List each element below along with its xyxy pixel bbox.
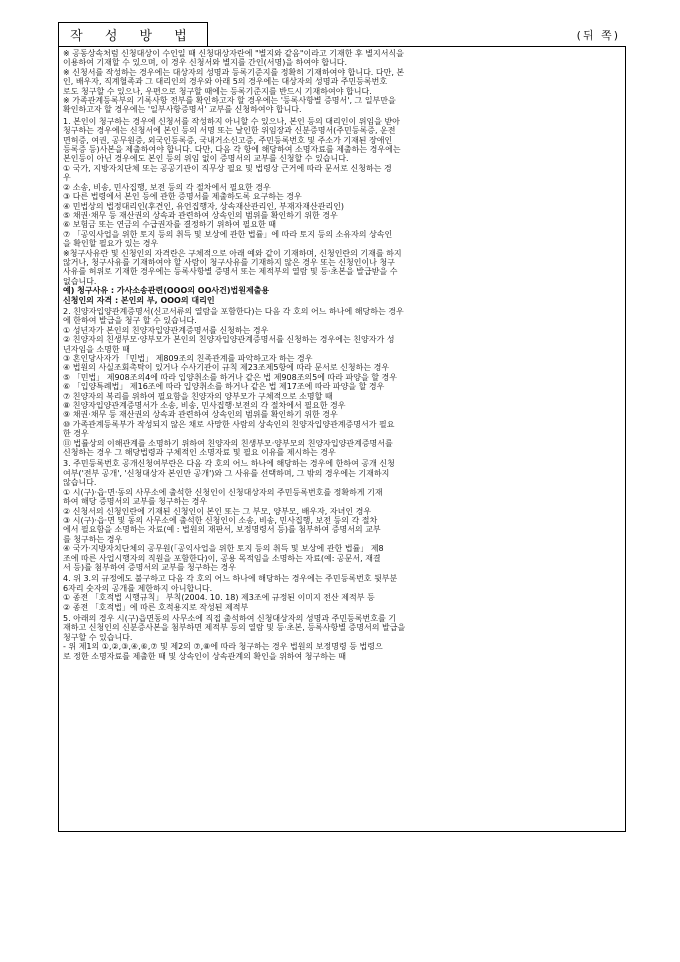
instruction-line: 년자임을 소명한 때 [63, 344, 130, 354]
instruction-line: ① 국가, 지방자치단체 또는 공공기관이 직무상 필요 및 법령상 근거에 따라 문서로 신청하는 경 [63, 163, 392, 173]
instruction-line: ② 신청서의 신청인란에 기재된 신청인이 본인 또는 그 부모, 양부모, 배우자, 자녀인 경우 [63, 506, 372, 516]
instructions-frame [58, 46, 626, 832]
instruction-line: 2. 친양자입양관계증명서(신고서류의 열람을 포함한다)는 다음 각 호의 어느 하나에 해당하는 경우 [63, 306, 404, 316]
instruction-line: 을 확인할 필요가 있는 경우 [63, 239, 159, 249]
instruction-line: ⑥ 「입양특례법」 제16조에 따라 입양취소를 하거나 같은 법 제17조에 따라 파양을 할 경우 [63, 382, 385, 392]
instruction-line: 한 경우 [63, 429, 89, 439]
instruction-line: ③ 다른 법령에서 본인 등에 관한 증명서를 제출하도록 요구하는 경우 [63, 192, 302, 202]
instruction-line: 신청하는 경우 그 해당법령과 구체적인 소명자료 및 필요 이유를 제시하는 경우 [63, 448, 336, 458]
instruction-line: 로도 청구할 수 있으나, 우편으로 청구할 때에는 등록기준지를 반드시 기재하여야 합니다. [63, 86, 372, 96]
instruction-line: 에서 필요함을 소명하는 자료(예 : 법원의 재판서, 보정명령서 등)를 첨부하여 증명서의 교부 [63, 525, 381, 535]
instruction-line: ⑤ 「민법」 제908조의4에 따라 입양취소를 하거나 같은 법 제908조의5에 따라 파양을 할 경우 [63, 372, 397, 382]
instruction-line: ② 친양자의 친생부모·양부모가 본인의 친양자입양관계증명서를 신청하는 경우에는 친양자가 성 [63, 335, 395, 345]
instruction-line: 4. 위 3.의 규정에도 불구하고 다음 각 호의 어느 하나에 해당하는 경우에는 주민등록번호 뒷부분 [63, 574, 398, 584]
instruction-line: ⑪ 법률상의 이해관계를 소명하기 위하여 친양자의 친생부모·양부모의 친양자입양관계증명서를 [63, 438, 393, 448]
instruction-line: ※ 공동상속처럼 신청대상이 수인일 때 신청대상자란에 "별지와 같음"이라고 기재한 후 별지서식을 [63, 49, 404, 58]
instruction-line: ④ 법원의 사실조회촉탁이 있거나 수사기관이 규칙 제23조제5항에 따라 문서로 신청하는 경우 [63, 363, 390, 373]
instruction-line: ④ 국가·지방자치단체의 공무원(「공익사업을 위한 토지 등의 취득 및 보상에 관한 법률」 제8 [63, 544, 384, 554]
instruction-line: ⑤ 채권·채무 등 재산권의 상속과 관련하여 상속인의 범위를 확인하기 위한 경우 [63, 210, 338, 220]
instruction-line: ① 시(구)·읍·면·동의 사무소에 출석한 신청인이 신청대상자의 주민등록번호를 정확하게 기재 [63, 487, 383, 497]
instruction-line: ② 소송, 비송, 민사집행, 보전 등의 각 절차에서 필요한 경우 [63, 182, 271, 192]
instruction-line: 에 한하여 발급을 청구 할 수 있습니다. [63, 316, 197, 326]
instruction-line: 인, 배우자, 직계혈족과 그 대리인의 경우와 아래 5의 경우에는 대상자의 성명과 주민등록번호 [63, 77, 388, 87]
instruction-line: 조에 따른 사업시행자의 직원을 포함한다)이, 공용 목적임을 소명하는 자료(예: 공문서, 재결 [63, 553, 381, 563]
form-title: 작 성 방 법 [70, 29, 196, 44]
instruction-line: ③ 시(구)·읍·면 및 동의 사무소에 출석한 신청인이 소송, 비송, 민사집행, 보전 등의 각 절차 [63, 515, 378, 525]
instruction-line: 5. 아래의 경우 시(구)읍면동의 사무소에 직접 출석하여 신청대상자의 성명과 주민등록번호를 기 [63, 613, 396, 623]
instruction-line: 하여 해당 증명서의 교부를 청구하는 경우 [63, 497, 208, 507]
form-title-box [58, 22, 208, 46]
instruction-line: ※ 가족관계등록부의 기록사항 전부를 확인하고자 할 경우에는 '등록사항별 증명서', 그 일부만을 [63, 96, 396, 106]
instruction-line: 없습니다. [63, 276, 97, 286]
instruction-line: ⑧ 친양자입양관계증명서가 소송, 비송, 민사집행·보전의 각 절차에서 필요한 경우 [63, 401, 346, 411]
instruction-line: 청구하는 경우에는 신청서에 본인 등의 서명 또는 날인한 위임장과 신분증명서(주민등록증, 운전 [63, 126, 396, 136]
instruction-line: 1. 본인이 청구하는 경우에 신청서를 작성하지 아니할 수 있으나, 본인 등의 대리인이 위임을 받아 [63, 116, 400, 126]
instruction-line: 3. 주민등록번호 공개신청여부란은 다음 각 호의 어느 하나에 해당하는 경우에 한하여 공개 신청 [63, 459, 395, 469]
instruction-line: ※ 신청서를 작성하는 경우에는 대상자의 성명과 등록기준지를 정확히 기재하여야 합니다. 다만, 본 [63, 67, 405, 77]
instruction-line: - 위 제1의 ①,②,③,④,⑥,⑦ 및 제2의 ⑦,⑧에 따라 청구하는 경우 법원의 보정명령 등 법령으 [63, 642, 383, 652]
instruction-line: 청구할 수 있습니다. [63, 632, 133, 642]
instruction-line: ⑨ 채권·채무 등 재산권의 상속과 관련하여 상속인의 범위를 확인하기 위한 경우 [63, 410, 338, 420]
instruction-line: 신청인의 자격 : 본인의 부, OOO의 대리인 [63, 295, 215, 305]
instruction-line: 를 청구하는 경우 [63, 534, 123, 544]
instruction-line: 않거나, 청구사유를 기재하여야 할 사람이 청구사유를 기재하지 않은 경우 또는 신청인이나 청구 [63, 257, 395, 267]
instruction-line: 면허증, 여권, 공무원증, 외국인등록증, 국내거소신고증, 주민등록번호 및 주소가 기재된 장애인 [63, 135, 393, 145]
instruction-line: 서 등)를 첨부하여 증명서의 교부를 청구하는 경우 [63, 562, 236, 572]
instruction-line: 확인하고자 할 경우에는 '일부사항증명서' 교부를 신청하여야 합니다. [63, 105, 302, 115]
instruction-line: 여부('전부 공개', '신청대상자 본인만 공개')와 그 사유를 선택하며, 그 밖의 경우에는 기재하지 [63, 468, 390, 478]
instruction-line: 이용하여 기재할 수 있으며, 이 경우 신청서와 별지를 간인(서명)을 하여야 합니다. [63, 58, 348, 68]
instruction-line: ① 종전 「호적법 시행규칙」 부칙(2004. 10. 18) 제3조에 규정된 이미지 전산 제적부 등 [63, 593, 375, 603]
instruction-line: 예) 청구사유 : 가사소송관련(OOO의 OO사건)법원제출용 [63, 286, 270, 296]
instruction-line: ⑦ 친양자의 복리를 위하여 필요함을 친양자의 양부모가 구체적으로 소명할 때 [63, 391, 333, 401]
page-side-label: (뒤 쪽) [576, 29, 620, 42]
instruction-line: 본인등이 아닌 경우에도 본인 등의 위임 없이 증명서의 교부를 신청할 수 있습니다. [63, 154, 349, 164]
instruction-line: ⑦ 「공익사업을 위한 토지 등의 취득 및 보상에 관한 법률」에 따라 토지 등의 소유자의 상속인 [63, 229, 393, 239]
instruction-line: ⑩ 가족관계등록부가 작성되지 않은 채로 사망한 사람의 상속인의 친양자입양관계증명서가 필요 [63, 419, 395, 429]
instruction-line: 않습니다. [63, 478, 97, 488]
instruction-line: 우 [63, 173, 71, 183]
instruction-line: 6자리 숫자의 공개를 제한하지 아니합니다. [63, 583, 213, 593]
instruction-line: ※청구사유란 및 신청인의 자격란은 구체적으로 아래 예와 같이 기재하며, 신청인란의 기재를 하지 [63, 248, 402, 258]
instruction-line: ⑥ 보험금 또는 연금의 수급권자를 결정하기 위하여 필요한 때 [63, 220, 276, 230]
instruction-line: ① 성년자가 본인의 친양자입양관계증명서를 신청하는 경우 [63, 325, 269, 335]
instruction-line: 재하고 신청인의 신분증사본을 첨부하면 제적부 등의 열람 및 등·초본, 등록사항별 증명서의 발급을 [63, 623, 406, 633]
instruction-line: 등록증 등)사본을 제출하여야 합니다. 다만, 다음 각 항에 해당하여 소명자료를 제출하는 경우에는 [63, 145, 401, 155]
instruction-line: ④ 민법상의 법정대리인(후견인, 유언집행자, 상속재산관리인, 부재자재산관리인) [63, 201, 345, 211]
instruction-line: 로 정한 소명자료를 제출한 때 및 상속인이 상속관계의 확인을 위하여 청구하는 때 [63, 651, 346, 661]
instruction-line: ③ 혼인당사자가 「민법」 제809조의 친족관계를 파악하고자 하는 경우 [63, 354, 313, 363]
instruction-line: 사유를 허위로 기재한 경우에는 등록사항별 증명서 또는 제적부의 열람 및 등·초본을 발급받을 수 [63, 267, 398, 277]
instruction-line: ② 종전 「호적법」에 따른 호적용지로 작성된 제적부 [63, 602, 249, 612]
instructions-content [63, 49, 621, 661]
